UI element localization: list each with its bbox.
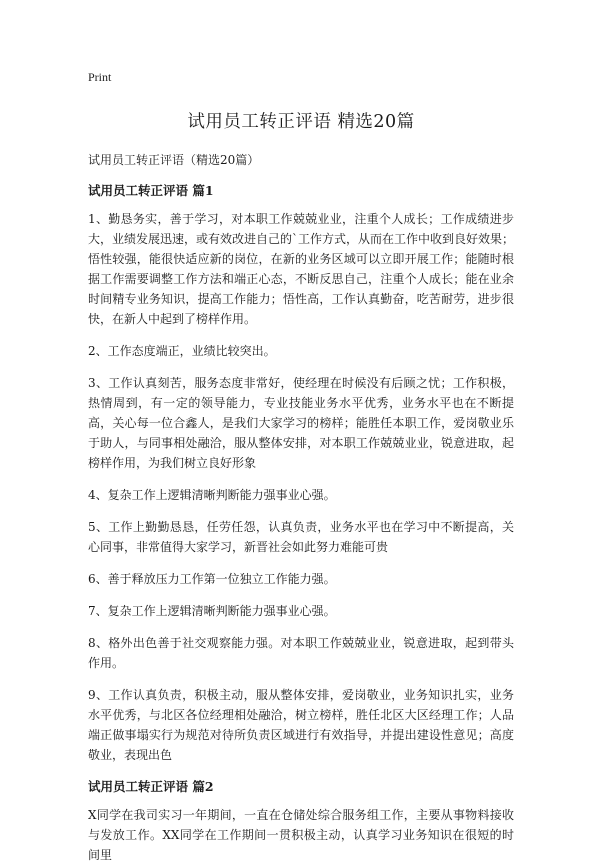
paragraph: 5、工作上勤勤恳恳，任劳任怨，认真负责，业务水平也在学习中不断提高，关心同事，非常值得大家学习，新晋社会如此努力难能可贵 [88, 520, 514, 554]
document-title: 试用员工转正评语 精选20篇 [187, 112, 415, 132]
paragraph: 8、格外出色善于社交观察能力强。对本职工作兢兢业业，锐意进取，起到带头作用。 [88, 636, 514, 670]
paragraph: 6、善于释放压力工作第一位独立工作能力强。 [88, 572, 336, 586]
document-subtitle: 试用员工转正评语（精选20篇） [88, 153, 260, 167]
paragraph: 2、工作态度端正，业绩比较突出。 [88, 344, 276, 358]
paragraph: X同学在我司实习一年期间，一直在仓储处综合服务组工作，主要从事物料接收与发放工作。XX同学在工作期间一贯积极主动，认真学习业务知识在很短的时 间里 [88, 808, 514, 862]
section-heading-1: 试用员工转正评语 篇1 [88, 183, 214, 198]
paragraph: 9、工作认真负责，积极主动，服从整体安排，爱岗敬业，业务知识扎实，业务水平优秀，与北区各位经理相处融洽，树立榜样，胜任北区大区经理工作；人品端正做事塌实行为规范对待所负责区域进行有效指导，并提出建设性意见；高度敬业，表现出色 [88, 688, 514, 762]
print-link[interactable]: Print [88, 70, 112, 84]
paragraph: 1、勤恳务实，善于学习，对本职工作兢兢业业，注重个人成长；工作成绩进步大，业绩发展迅速，或有效改进自己的`工作方式，从而在工作中收到良好效果；悟性较强，能很快适应新的岗位，在新的业务区域可以立即开展工作；能随时根据工作需要调整工作方法和端正心态，不断反思自己，注重个人成长；能在业余时间精专业务知识，提高工作能力；悟性高，工作认真勤奋，吃苦耐劳，进步很快，在新人中起到了榜样作用。 [88, 212, 515, 326]
paragraph: 4、复杂工作上逻辑清晰判断能力强事业心强。 [88, 488, 336, 502]
section-heading-2: 试用员工转正评语 篇2 [88, 779, 214, 794]
paragraph: 7、复杂工作上逻辑清晰判断能力强事业心强。 [88, 604, 336, 618]
paragraph: 3、工作认真刻苦，服务态度非常好，使经理在时候没有后顾之忧；工作积极，热情周到，有一定的领导能力，专业技能业务水平优秀，业务水平也在不断提高，关心每一位合鑫人，是我们大家学习的榜样；能胜任本职工作，爱岗敬业乐于助人，与同事相处融洽，服从整体安排，对本职工作兢兢业业，锐意进取，起榜样作用，为我们树立良好形象 [88, 376, 514, 470]
